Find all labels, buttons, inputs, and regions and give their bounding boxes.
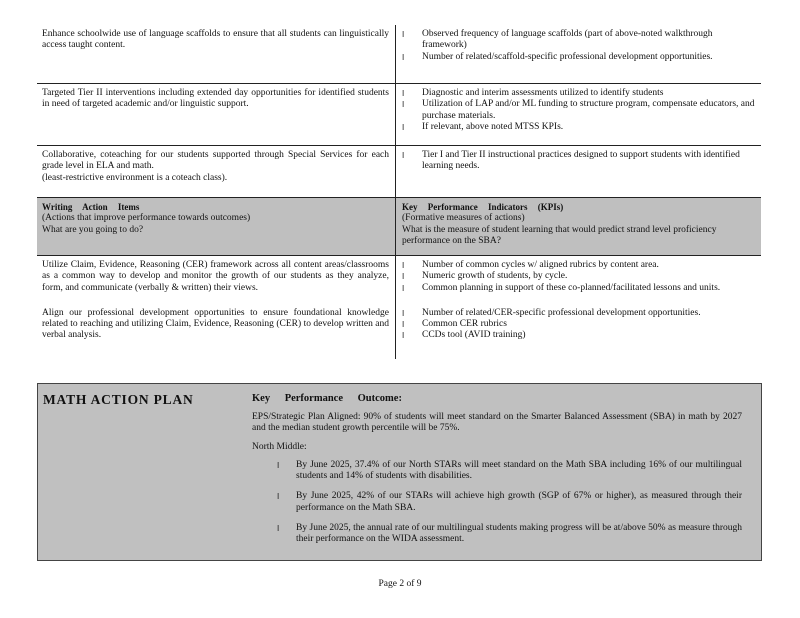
action-items-table: [37, 25, 761, 359]
kpi-cell: [396, 84, 761, 145]
action-item-cell: Enhance schoolwide use of language scaffolds to ensure that all students can linguistically access taught content.: [37, 25, 396, 83]
kpi-item: l Observed frequency of language scaffolds (part of above-noted walkthrough framework): [402, 29, 755, 52]
strategic-plan-aligned: EPS/Strategic Plan Aligned: 90% of students will meet standard on the Smarter Balanced Assessment (SBA) in math by 2027 and the median student growth percentile will be 75%.: [252, 412, 742, 434]
math-plan-body: [252, 412, 742, 555]
key-performance-outcome-label: Key Performance Outcome:: [252, 393, 402, 404]
kpi-item: l Number of related/CER-specific professional development opportunities.: [402, 308, 755, 319]
table-header-row: [37, 198, 761, 256]
math-action-plan: [37, 383, 762, 561]
action-item-cell: Targeted Tier II interventions including extended day opportunities for identified students in need of targeted academic and/or linguistic support.: [37, 84, 396, 145]
kpi-cell: [396, 146, 761, 197]
action-item-cell: [37, 146, 396, 197]
kpi-item: l CCDs tool (AVID training): [402, 330, 755, 341]
writing-header-sub: What are you going to do?: [42, 224, 144, 235]
table-row: [37, 84, 761, 146]
kpi-item: l Number of related/scaffold-specific professional development opportunities.: [402, 52, 755, 63]
kpi-item: l Diagnostic and interim assessments utilized to identify students: [402, 88, 755, 99]
writing-header-title: Writing Action Items: [42, 202, 140, 212]
table-row: [37, 256, 761, 359]
action-item-text: (least-restrictive environment is a coteach class).: [42, 172, 228, 183]
writing-header-cell: [37, 198, 396, 255]
action-item-text: Collaborative, coteaching for our students supported through Special Services for each grade level in ELA and math.: [42, 150, 389, 172]
kpi-cell: [396, 25, 761, 83]
kpi-item: l If relevant, above noted MTSS KPIs.: [402, 122, 755, 133]
math-goal: l By June 2025, 37.4% of our North STARs will meet standard on the Math SBA including 16% of our multilingual students and 14% of students with disabilities.: [277, 460, 742, 483]
kpi-cell: [396, 256, 761, 359]
kpi-header-cell: [396, 198, 761, 255]
kpi-item: l Utilization of LAP and/or ML funding to structure program, compensate educators, and purchase materials.: [402, 99, 755, 122]
kpi-header-sub: What is the measure of student learning that would predict strand level proficiency performance on the SBA?: [402, 224, 717, 246]
table-row: [37, 146, 761, 198]
page-number: Page 2 of 9: [378, 579, 422, 589]
action-item-cell: [37, 256, 396, 359]
kpi-item: l Tier I and Tier II instructional practices designed to support students with identified learning needs.: [402, 150, 755, 173]
action-item-text: Align our professional development opportunities to ensure foundational knowledge related to reaching and utilizing Claim, Evidence, Reasoning (CER) to develop written and verbal analysis.: [42, 307, 389, 341]
writing-header-sub: (Actions that improve performance towards outcomes): [42, 213, 251, 224]
kpi-header-sub: (Formative measures of actions): [402, 213, 525, 224]
kpi-item: l Common planning in support of these co-planned/facilitated lessons and units.: [402, 283, 755, 294]
kpi-item: l Numeric growth of students, by cycle.: [402, 271, 755, 282]
math-plan-title: MATH ACTION PLAN: [43, 392, 194, 407]
kpi-header-title: Key Performance Indicators (KPIs): [402, 202, 564, 212]
table-row: [37, 25, 761, 84]
kpi-item: l Number of common cycles w/ aligned rubrics by content area.: [402, 260, 755, 271]
math-goal: l By June 2025, the annual rate of our multilingual students making progress will be at/above 50% as measure through their performance on the WIDA assessment.: [277, 523, 742, 546]
math-goal: l By June 2025, 42% of our STARs will achieve high growth (SGP of 67% or higher), as measured through their performance on the Math SBA.: [277, 491, 742, 514]
school-name: North Middle:: [252, 441, 307, 452]
kpi-item: l Common CER rubrics: [402, 319, 755, 330]
action-item-text: Utilize Claim, Evidence, Reasoning (CER) framework across all content areas/classrooms as a common way to develop and monitor the growth of our students as they analyze, form, and communicate (verbally & written) their views.: [42, 260, 389, 293]
